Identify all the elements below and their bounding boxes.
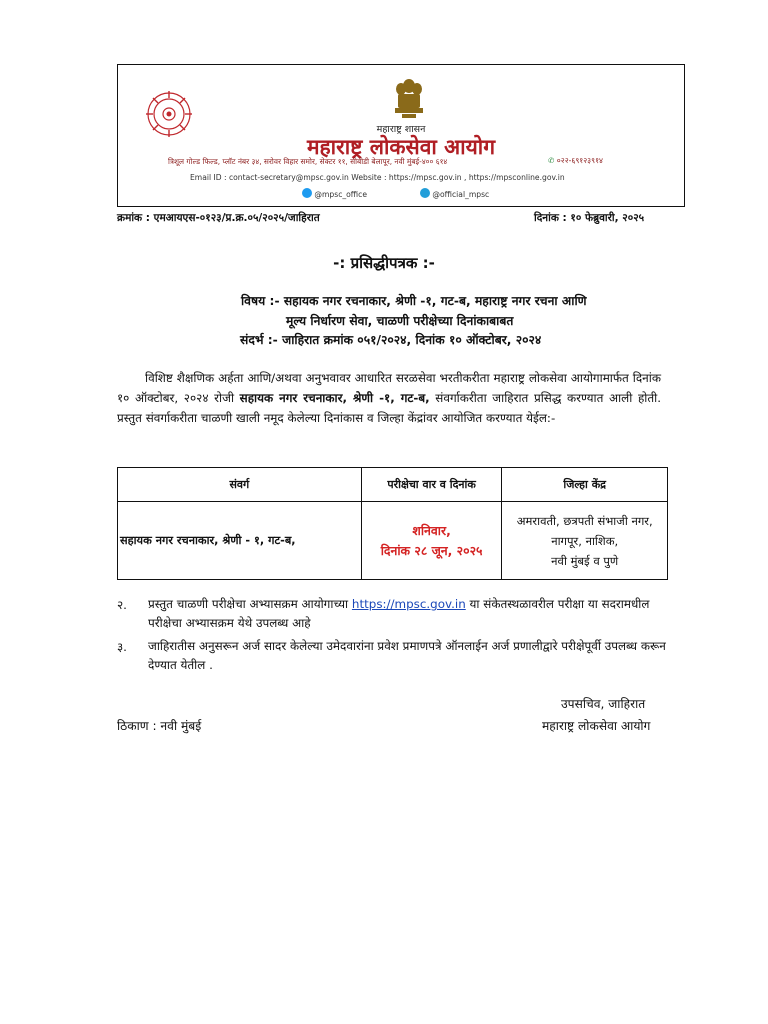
x-handle-text: @mpsc_office <box>314 190 367 199</box>
ashoka-emblem-logo <box>392 76 426 120</box>
exam-schedule-table <box>117 467 668 580</box>
document-date: दिनांक : १० फेब्रुवारी, २०२५ <box>534 212 645 224</box>
place-label: ठिकाण : नवी मुंबई <box>117 719 202 733</box>
phone-number <box>548 156 603 166</box>
telegram-handle-text: @official_mpsc <box>432 190 490 199</box>
point-3-number: ३. <box>117 640 127 654</box>
government-label: महाराष्ट्र शासन <box>376 124 426 135</box>
body-text-1: विशिष्ट शैक्षणिक अर्हता आणि/अथवा अनुभवावर आधारित सरळसेवा भरतीकरीता महाराष्ट्र लोकसेवा आयोगामार्फत दिनांक १० ऑक्टोबर, २०२४ रोजी <box>117 371 661 405</box>
center-line: नागपूर, नाशिक, <box>551 533 619 548</box>
phone-icon: ✆ <box>548 156 555 165</box>
subject-line-2: मूल्य निर्धारण सेवा, चाळणी परीक्षेच्या दिनांकाबाबत <box>286 314 514 328</box>
exam-date: दिनांक २८ जून, २०२५ <box>380 542 483 558</box>
center-line: नवी मुंबई व पुणे <box>551 553 619 568</box>
body-text-2: संवर्गाकरीता जाहिरात प्रसिद्ध करण्यात आली होती. प्रस्तुत संवर्गाकरीता चाळणी खाली नमूद केलेल्या दिनांकास व जिल्हा केंद्रांवर आयोजित करण्यात येईल:- <box>117 391 661 425</box>
point-2-text-before: प्रस्तुत चाळणी परीक्षेचा अभ्यासक्रम आयोगाच्या <box>148 597 352 611</box>
notice-title: -: प्रसिद्धीपत्रक :- <box>333 254 435 272</box>
table-row <box>118 502 668 580</box>
telegram-icon <box>420 188 430 198</box>
point-2-number: २. <box>117 598 127 612</box>
phone-text: ०२२-६९१२३९१४ <box>556 156 603 165</box>
point-3-text: जाहिरातीस अनुसरून अर्ज सादर केलेल्या उमेदवारांना प्रवेश प्रमाणपत्रे ऑनलाईन अर्ज प्रणालीद्वारे परीक्षेपूर्वी उपलब्ध करून देण्यात येतील . <box>148 639 666 672</box>
point-2-text-after: या संकेतस्थळावरील परीक्षा या सदरामधील परीक्षेचा अभ्यासक्रम येथे उपलब्ध आहे <box>148 597 650 630</box>
body-paragraph <box>117 368 661 428</box>
center-line: अमरावती, छत्रपती संभाजी नगर, <box>516 513 653 528</box>
body-post-name: सहायक नगर रचनाकार, श्रेणी -१, गट-ब, <box>239 391 430 405</box>
header-district-center: जिल्हा केंद्र <box>502 468 668 502</box>
mpsc-website-link[interactable]: https://mpsc.gov.in <box>351 597 466 611</box>
cell-centers <box>502 502 668 580</box>
cell-exam-date <box>361 502 502 580</box>
reference-number: क्रमांक : एमआयएस-०१२३/प्र.क्र.०५/२०२५/जाहिरात <box>117 212 320 224</box>
contact-line: Email ID : contact-secretary@mpsc.gov.in Website : https://mpsc.gov.in , https://mpsconline.gov.in <box>190 173 565 182</box>
exam-day: शनिवार, <box>412 522 451 538</box>
header-exam-date: परीक्षेचा वार व दिनांक <box>361 468 502 502</box>
cell-post: सहायक नगर रचनाकार, श्रेणी - १, गट-ब, <box>118 502 362 580</box>
x-icon <box>302 188 312 198</box>
table-header-row <box>118 468 668 502</box>
office-address: त्रिशूल गोल्ड फिल्ड, प्लॉट नंबर ३४, सरोवर विहार समोर, सेक्टर ११, सीबीडी बेलापूर, नवी मुंबई-४०० ६१४ <box>168 157 448 166</box>
telegram-handle <box>420 188 489 199</box>
subject-line-1: विषय :- सहायक नगर रचनाकार, श्रेणी -१, गट-ब, महाराष्ट्र नगर रचना आणि <box>241 294 587 308</box>
x-handle <box>302 188 367 199</box>
signatory-office: महाराष्ट्र लोकसेवा आयोग <box>542 719 651 733</box>
commission-name: महाराष्ट्र लोकसेवा आयोग <box>306 135 496 159</box>
subject-reference: संदर्भ :- जाहिरात क्रमांक ०५१/२०२४, दिनांक १० ऑक्टोबर, २०२४ <box>240 333 542 347</box>
header-post: संवर्ग <box>118 468 362 502</box>
point-2-text <box>148 595 670 633</box>
signatory-designation: उपसचिव, जाहिरात <box>561 697 646 711</box>
